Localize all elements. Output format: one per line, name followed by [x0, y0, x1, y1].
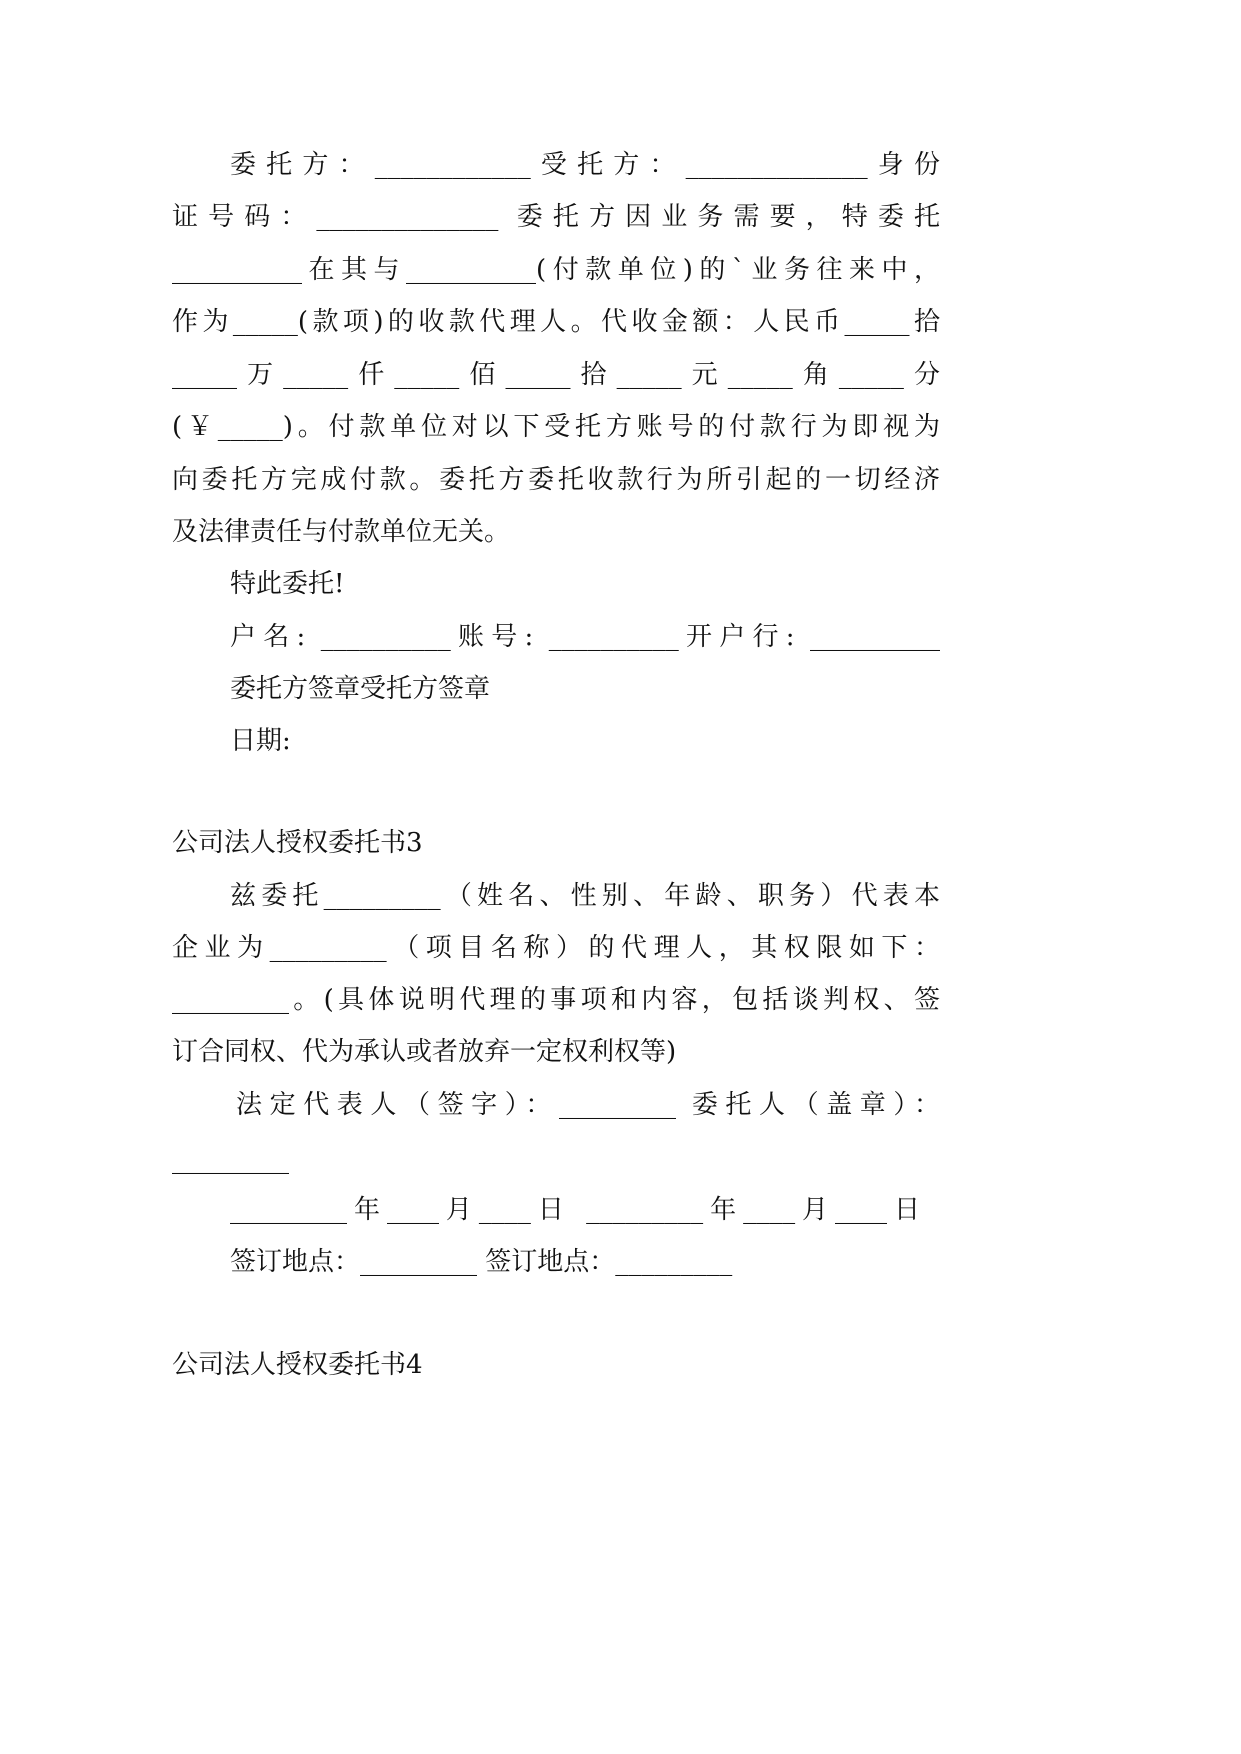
- signature-line: 委托方签章受托方签章: [230, 674, 491, 704]
- date-line: 日期:: [230, 726, 291, 756]
- section-title: 公司法人授权委托书3: [172, 828, 423, 858]
- paragraph-line: 向委托方完成付款。委托方委托收款行为所引起的一切经济: [172, 465, 940, 495]
- signature-blank: _________: [172, 1145, 289, 1175]
- section-title: 公司法人授权委托书4: [172, 1350, 423, 1380]
- paragraph-line: 证号码：______________ 委托方因业务需要，特委托: [172, 202, 940, 232]
- signature-line: 法定代表人（签字）：_________ 委托人（盖章）：: [236, 1090, 940, 1120]
- paragraph-line: _____万_____仟_____佰_____拾_____元_____角_____分: [172, 360, 940, 390]
- paragraph-line: 企业为_________（项目名称）的代理人，其权限如下：: [172, 933, 940, 963]
- paragraph-line: 委托方：____________受托方：______________身份: [230, 150, 940, 180]
- paragraph-line: _________。(具体说明代理的事项和内容，包括谈判权、签: [172, 985, 940, 1015]
- account-line: 户名: __________账号: __________开户行: __________: [230, 622, 940, 652]
- location-line: 签订地点：_________ 签订地点：_________: [230, 1247, 733, 1277]
- paragraph-line: 特此委托!: [230, 569, 345, 599]
- paragraph-line: 兹委托_________（姓名、性别、年龄、职务）代表本: [230, 881, 940, 911]
- paragraph-line: (￥_____)。付款单位对以下受托方账号的付款行为即视为: [172, 412, 940, 442]
- paragraph-line: __________在其与__________(付款单位)的`业务往来中，: [172, 255, 940, 285]
- date-line: _________年____月____日 _________年____月____日: [230, 1195, 920, 1225]
- paragraph-line: 作为_____(款项)的收款代理人。代收金额：人民币_____拾: [172, 307, 940, 337]
- paragraph-line: 订合同权、代为承认或者放弃一定权利权等): [172, 1037, 677, 1067]
- paragraph-line: 及法律责任与付款单位无关。: [172, 517, 511, 547]
